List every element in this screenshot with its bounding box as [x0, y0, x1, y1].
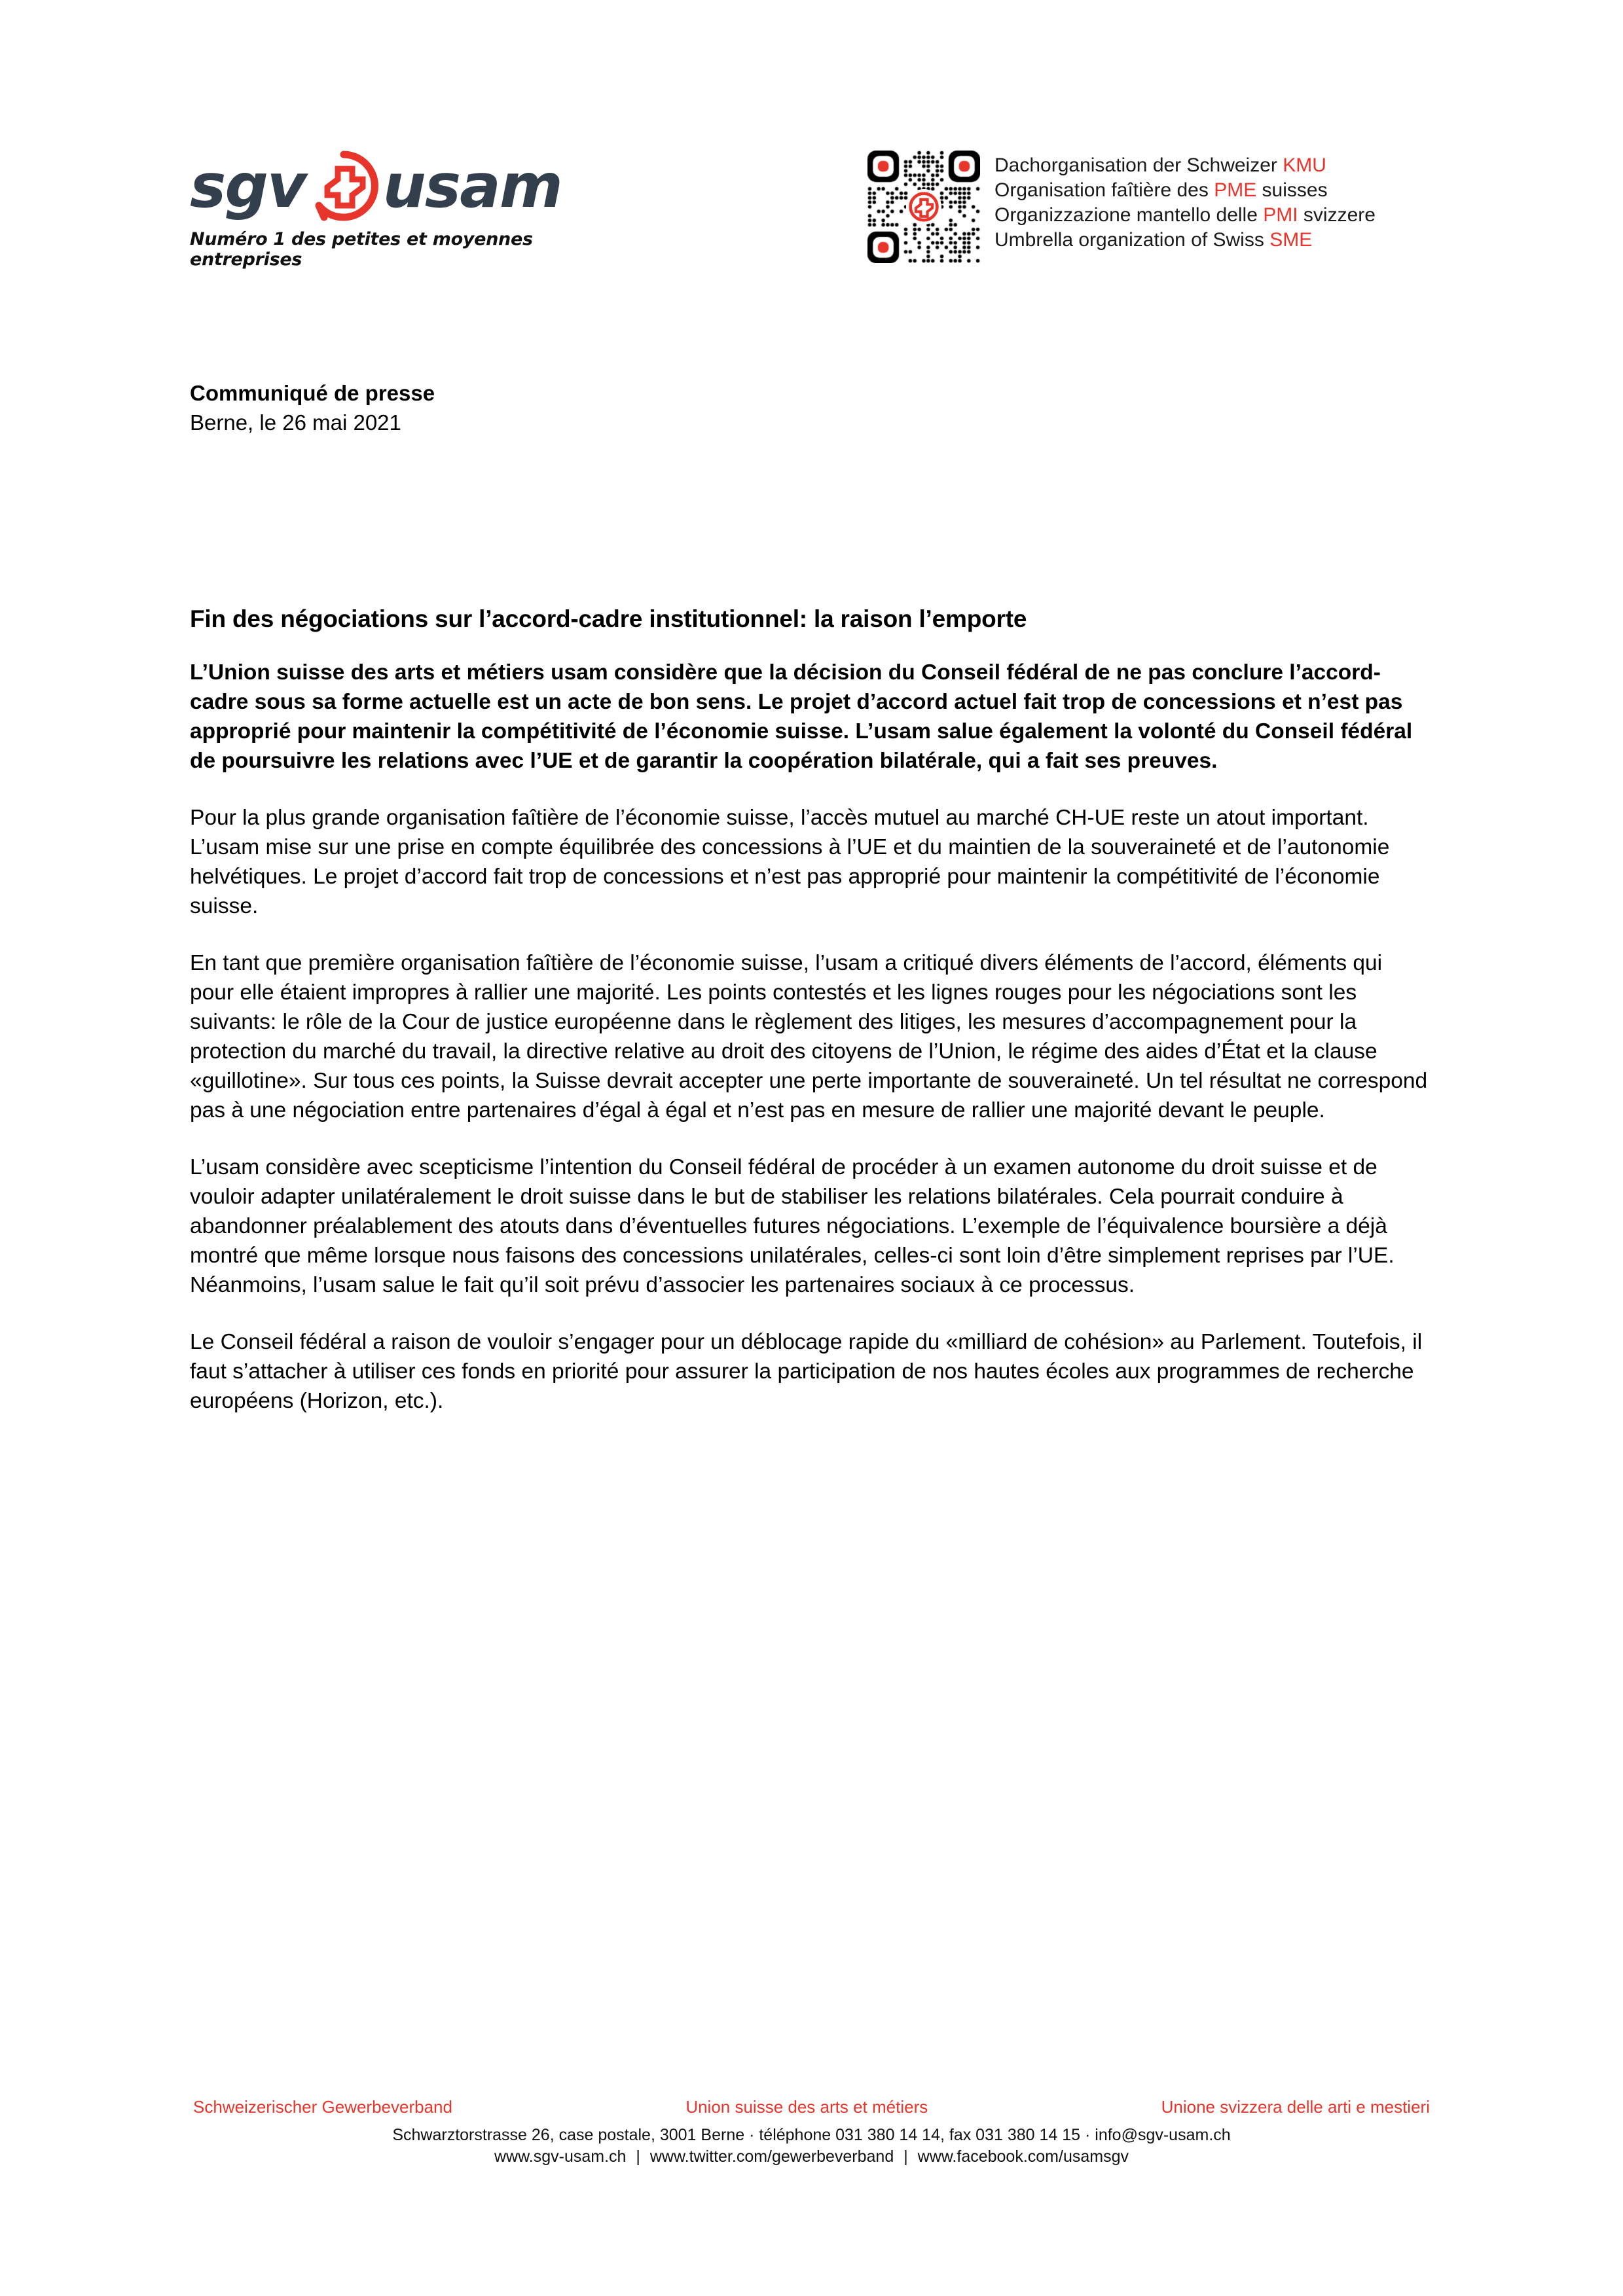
- tagline-fr: [994, 178, 1376, 203]
- tagline-en-highlight: SME: [1269, 229, 1313, 251]
- tagline-fr-suffix: suisses: [1256, 179, 1328, 201]
- tagline-it-prefix: Organizzazione mantello delle: [994, 204, 1264, 226]
- footer-link-separator-2: |: [903, 2147, 908, 2166]
- tagline-it: [994, 203, 1376, 228]
- footer-contact-line: Schwarztorstrasse 26, case postale, 3001 Berne · téléphone 031 380 14 14, fax 031 380 14 15 · info@sgv-usam.ch: [392, 2126, 1231, 2144]
- tagline-de-highlight: KMU: [1283, 154, 1326, 176]
- footer-link-separator-1: |: [636, 2147, 640, 2166]
- footer-link-website[interactable]: www.sgv-usam.ch: [494, 2147, 627, 2166]
- place-date: Berne, le 26 mai 2021: [190, 410, 401, 435]
- tagline-de: [994, 153, 1376, 178]
- document-body: [190, 603, 1431, 1416]
- swiss-cross-logo-icon: [307, 149, 380, 223]
- tagline-fr-prefix: Organisation faîtière des: [994, 179, 1214, 201]
- tagline-en: [994, 228, 1376, 253]
- qr-and-taglines: [867, 151, 1376, 263]
- logo-tagline: Numéro 1 des petites et moyennes entreprises: [190, 229, 533, 270]
- document-meta: [190, 378, 435, 437]
- qr-center-logo-icon: [906, 189, 941, 224]
- body-paragraph-2: En tant que première organisation faîtière de l’économie suisse, l’usam a critiqué divers éléments de l’accord, éléments qui pour elle étaient impropres à rallier une majorité. Les points contestés et les lignes rouges pour les négociations sont les suivants: le rôle de la Cour de justice européenne dans le règlement des litiges, les mesures d’accompagnement pour la protection du marché du travail, la directive relative au droit des citoyens de l’Union, le régime des aides d’État et la clause «guillotine». Sur tous ces points, la Suisse devrait accepter une perte importante de souveraineté. Un tel résultat ne correspond pas à une négociation entre partenaires d’égal à égal et n’est pas en mesure de rallier une majorité devant le peuple.: [190, 951, 1428, 1122]
- body-paragraph-1: Pour la plus grande organisation faîtière de l’économie suisse, l’accès mutuel au marché CH-UE reste un atout important. L’usam mise sur une prise en compte équilibrée des concessions à l’UE et du maintien de la souveraineté et de l’autonomie helvétiques. Le projet d’accord fait trop de concessions et n’est pas approprié pour maintenir la compétitivité de l’économie suisse.: [190, 806, 1390, 918]
- tagline-en-prefix: Umbrella organization of Swiss: [994, 229, 1270, 251]
- tagline-fr-highlight: PME: [1214, 179, 1257, 201]
- logo-wordmark: [190, 149, 609, 223]
- tagline-list: [994, 151, 1376, 253]
- qr-code-icon[interactable]: [867, 151, 980, 263]
- tagline-it-suffix: svizzere: [1298, 204, 1376, 226]
- tagline-de-prefix: Dachorganisation der Schweizer: [994, 154, 1283, 176]
- footer-link-twitter[interactable]: www.twitter.com/gewerbeverband: [649, 2147, 894, 2166]
- logo-text-sgv: sgv: [190, 150, 306, 221]
- document-type-label: Communiqué de presse: [190, 381, 435, 405]
- lead-paragraph: L’Union suisse des arts et métiers usam considère que la décision du Conseil fédéral de ne pas conclure l’accord-cadre sous sa forme actuelle est un acte de bon sens. Le projet d’accord actuel fait trop de concessions et n’est pas approprié pour maintenir la compétitivité de l’économie suisse. L’usam salue également la volonté du Conseil fédéral de poursuivre les relations avec l’UE et de garantir la coopération bilatérale, qui a fait ses preuves.: [190, 660, 1413, 773]
- footer-links-line: [190, 2146, 1433, 2168]
- document-header: [190, 149, 1459, 280]
- body-paragraph-3: L’usam considère avec scepticisme l’intention du Conseil fédéral de procéder à un examen autonome du droit suisse et de vouloir adapter unilatéralement le droit suisse dans le but de stabiliser les relations bilatérales. Cela pourrait conduire à abandonner préalablement des atouts dans d’éventuelles futures négociations. L’exemple de l’équivalence boursière a déjà montré que même lorsque nous faisons des concessions unilatérales, celles-ci sont loin d’être simplement reprises par l’UE. Néanmoins, l’usam salue le fait qu’il soit prévu d’associer les partenaires sociaux à ce processus.: [190, 1155, 1395, 1297]
- page-title: Fin des négociations sur l’accord-cadre institutionnel: la raison l’emporte: [190, 605, 1027, 632]
- sgv-usam-logo: [190, 149, 609, 270]
- footer-org-it: Unione svizzera delle arti e mestieri: [1161, 2097, 1430, 2117]
- body-paragraph-4: Le Conseil fédéral a raison de vouloir s’engager pour un déblocage rapide du «milliard de cohésion» au Parlement. Toutefois, il faut s’attacher à utiliser ces fonds en priorité pour assurer la participation de nos hautes écoles aux programmes de recherche européens (Horizon, etc.).: [190, 1330, 1423, 1413]
- tagline-it-highlight: PMI: [1263, 204, 1298, 226]
- document-footer: [190, 2095, 1433, 2168]
- footer-org-fr: Union suisse des arts et métiers: [685, 2097, 928, 2117]
- footer-organization-names: [190, 2096, 1433, 2125]
- footer-org-de: Schweizerischer Gewerbeverband: [193, 2097, 452, 2117]
- footer-link-facebook[interactable]: www.facebook.com/usamsgv: [917, 2147, 1129, 2166]
- logo-text-usam: usam: [382, 150, 562, 221]
